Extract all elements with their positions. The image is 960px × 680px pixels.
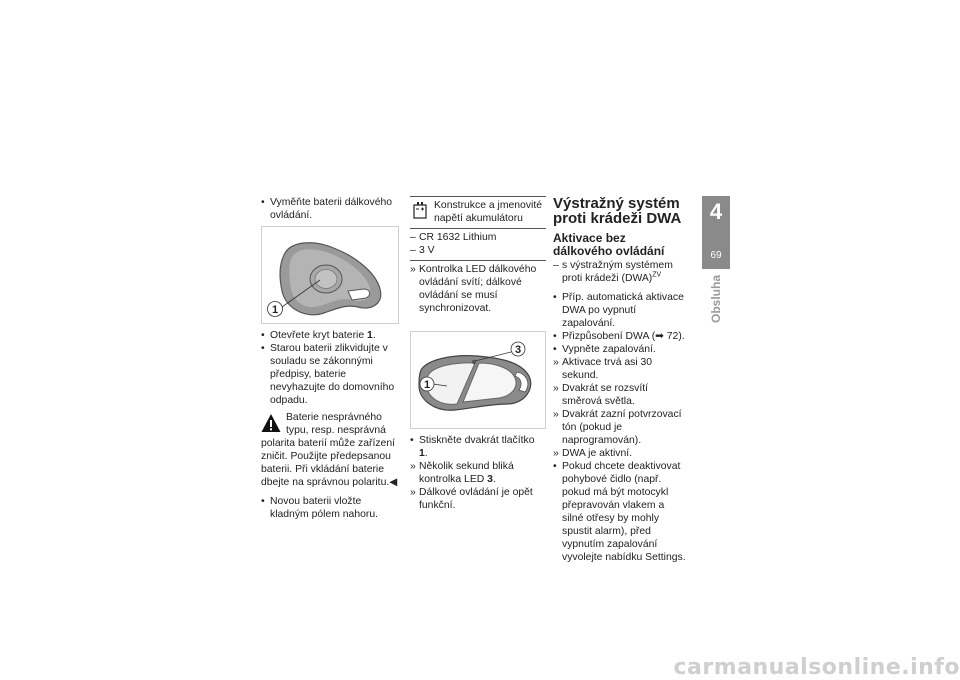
list-insert (261, 495, 399, 521)
column-middle (410, 196, 546, 512)
chapter-number: 4 (709, 199, 723, 224)
section-name: Obsluha (709, 274, 723, 324)
figure-callout-1: 1 (271, 304, 279, 316)
option-superscript: ZV (652, 271, 662, 279)
list-item: • Přizpůsobení DWA (➡ 72). (553, 331, 685, 342)
table-rule (410, 228, 546, 229)
list-press-results (410, 434, 546, 512)
list-item: • Pokud chcete deaktivovat pohybové čidlo (např. pokud má být motocykl přepravován vlakem a silné otřesy by mohly spustit alarm), před vypnutím zapalování vyvolejte nabídku Settings. (553, 461, 686, 563)
list-item: » DWA je aktivní. (553, 448, 633, 459)
list-open-dispose (261, 329, 399, 407)
list-item: • Vypněte zapalování. (553, 344, 656, 355)
key-fob-front-illustration (411, 332, 545, 428)
battery-spec-values (410, 231, 546, 257)
condition-list (553, 259, 686, 285)
list-item: • Starou baterii zlikvidujte v souladu se zákonnými předpisy, baterie nevyhazujte do domovního odpadu. (261, 343, 395, 406)
table-row: – 3 V (410, 245, 435, 256)
list-item: » Dálkové ovládání je opět funkční. (410, 487, 533, 511)
end-of-section-mark: ◀ (389, 477, 398, 488)
section-tab (702, 272, 730, 327)
item-replace-text: Vyměňte baterii dálkového ovládání. (270, 197, 393, 221)
table-rule-top (410, 196, 546, 197)
condition-item: – s výstražným systémem proti krádeži (DWA)$^{ZV}$ (553, 260, 673, 284)
warning-triangle-icon (261, 413, 281, 433)
table-header-text: Konstrukce a jmenovité napětí akumulátoru (434, 200, 543, 224)
page-number: 69 (710, 250, 722, 261)
column-right (553, 196, 686, 564)
list-item: • Otevřete kryt baterie 1. (261, 330, 376, 341)
list-led-result (410, 263, 546, 315)
figure-callout-1: 1 (423, 379, 431, 391)
list-item: » Dvakrát zazní potvrzovací tón (pokud je naprogramován). (553, 409, 682, 446)
warning-text: Baterie nesprávného typu, resp. nesprávná polarita baterií může zařízení zničit. Použijte předepsanou baterii. Při vkládání baterie dbejte na správnou polaritu. (261, 412, 395, 488)
list-item: » Kontrolka LED dálkového ovládání svítí; dálkové ovládání se musí synchronizovat. (410, 264, 537, 314)
list-item: » Dvakrát se rozsvítí směrová světla. (553, 383, 649, 407)
list-item: » Několik sekund bliká kontrolka LED 3. (410, 461, 514, 485)
chapter-tab (702, 196, 730, 269)
list-item: • Novou baterii vložte kladným pólem nahoru. (261, 496, 379, 520)
section-title: Výstražný systém proti krádeži DWA (553, 195, 682, 227)
list-item: » Aktivace trvá asi 30 sekund. (553, 357, 653, 381)
table-rule-bottom (410, 260, 546, 261)
key-fob-illustration (262, 227, 398, 323)
ref-number: 1 (419, 448, 425, 459)
list-item: • Vyměňte baterii dálkového ovládání. (261, 197, 393, 221)
list-item: • Příp. automatická aktivace DWA po vypnutí zapalování. (553, 292, 684, 329)
key-fob-button-figure (410, 331, 546, 429)
list-replace (261, 196, 399, 222)
ref-number: 3 (487, 474, 493, 485)
list-item: • Stiskněte dvakrát tlačítko 1. (410, 435, 535, 459)
watermark: carmanualsonline.info (673, 655, 960, 680)
key-fob-battery-cover-figure (261, 226, 399, 324)
figure-callout-3: 3 (514, 344, 522, 356)
column-left (261, 196, 399, 521)
warning-notice (261, 411, 399, 489)
table-row: – CR 1632 Lithium (410, 232, 497, 243)
ref-number: 1 (367, 330, 373, 341)
battery-spec-header (410, 199, 546, 225)
dwa-steps-list (553, 291, 686, 564)
battery-icon (412, 200, 428, 220)
subsection-title: Aktivace bez dálkového ovládání (553, 231, 665, 258)
